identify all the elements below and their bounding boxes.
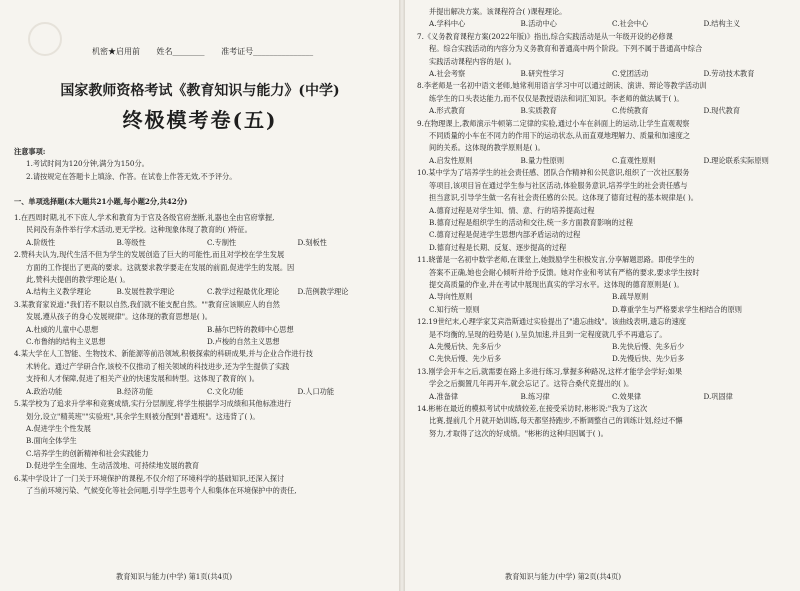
question-text: 等项目,该项目旨在通过学生参与社区活动,体验服务意识,培养学生的社会责任感与 <box>429 180 688 190</box>
option-d[interactable]: D.促进学生全面地、生动活泼地、可持续地发展的教育 <box>26 461 200 471</box>
question-text: 程。综合实践活动的内容分为义务教育和普通高中两个阶段。下列不属于普通高中综合 <box>429 44 703 54</box>
notice-item: 1.考试时间为120分钟,满分为150分。 <box>26 159 149 169</box>
option-a[interactable]: A.先慢后快、先多后少 <box>429 341 502 351</box>
options <box>14 237 388 249</box>
question-text: 10.某中学为了培养学生的社会责任感、团队合作精神和公民意识,组织了一次社区服务 <box>417 168 690 178</box>
options <box>417 391 795 403</box>
exam-subtitle: 终极模考卷(五) <box>122 108 278 132</box>
options <box>417 341 795 353</box>
question-7 <box>417 31 795 81</box>
option-c[interactable]: C.德育过程是促进学生思想内部矛盾运动的过程 <box>429 230 581 240</box>
question-text: 11.晓蕾是一名初中数学老师,在课堂上,她鼓励学生积极发言,分享解题思路。即使学生的 <box>417 255 695 265</box>
options <box>14 324 388 336</box>
option-d[interactable]: D.范例教学理论 <box>297 287 349 297</box>
question-14 <box>417 403 795 440</box>
option-a[interactable]: A.德育过程是对学生知、情、意、行的培养提高过程 <box>429 205 595 215</box>
option-b[interactable]: B.实质教育 <box>520 106 557 116</box>
question-text: 9.在物理课上,教师演示牛顿第二定律的实验,通过小车在斜面上的运动,让学生直观观察 <box>417 118 690 128</box>
question-12 <box>417 316 795 366</box>
question-8 <box>417 80 795 117</box>
option-c[interactable]: C.先快后慢、先少后多 <box>429 354 502 364</box>
page-right <box>405 0 800 591</box>
option-a[interactable]: A.形式教育 <box>429 106 466 116</box>
options <box>14 386 388 398</box>
options <box>417 18 795 30</box>
question-text: 民间没有条件举行学术活动,更无学校。这种现象体现了教育的( )特征。 <box>26 225 252 235</box>
question-text: 划分,设立"精英班""实验班",其余学生则被分配到"普通班"。这违背了( )。 <box>26 411 260 421</box>
faded-logo <box>28 22 62 56</box>
option-b[interactable]: B.活动中心 <box>520 19 557 29</box>
question-9 <box>417 118 795 168</box>
option-d[interactable]: D.尊重学生与严格要求学生相结合的原则 <box>612 304 742 314</box>
option-b[interactable]: B.德育过程是组织学生的活动和交往,统一多方面教育影响的过程 <box>429 217 633 227</box>
option-d[interactable]: D.劳动技术教育 <box>703 69 755 79</box>
option-d[interactable]: D.结构主义 <box>703 19 741 29</box>
options <box>417 304 795 316</box>
question-2 <box>14 249 388 299</box>
question-text: 3.某教育家说道:"我们若不限以自然,我们就不能支配自然。""教育应该顺应人的自然 <box>14 299 280 309</box>
confidential-label: 机密★启用前 <box>92 47 140 56</box>
option-a[interactable]: A.导向性原则 <box>429 292 473 302</box>
question-3 <box>14 299 388 349</box>
question-text: 并提出解决方案。该课程符合( )课程理论。 <box>429 7 567 16</box>
question-text: 支持和人才保障,促进了相关产业的快速发展和转型。这体现了教育的( )。 <box>26 374 259 384</box>
option-c[interactable]: C.党团活动 <box>612 69 649 79</box>
question-text: 了当前环境污染、气候变化等社会问题,引导学生思考个人和集体在环境保护中的责任, <box>26 485 297 495</box>
question-6 <box>14 473 388 498</box>
exam-title: 国家教师资格考试《教育知识与能力》(中学) <box>60 83 340 99</box>
option-a[interactable]: A.政治功能 <box>26 386 63 396</box>
option-b[interactable]: B.先快后慢、先多后少 <box>612 341 685 351</box>
questions-right <box>417 6 795 440</box>
options <box>417 155 795 167</box>
option-c[interactable]: C.布鲁纳的结构主义思想 <box>26 337 106 347</box>
option-d[interactable]: D.人口功能 <box>297 386 335 396</box>
option-a[interactable]: A.促进学生个性发展 <box>26 423 91 433</box>
option-d[interactable]: D.现代教育 <box>703 106 741 116</box>
header-line <box>92 46 327 57</box>
options <box>417 353 795 365</box>
question-text: 8.李老师是一名初中语文老师,她常利用语言学习中可以通过朗读、演讲、辩论等教学活动训 <box>417 81 707 91</box>
option-d[interactable]: D.德育过程是长期、反复、逐步提高的过程 <box>429 242 567 252</box>
option-b[interactable]: B.赫尔巴特的教师中心思想 <box>207 324 294 334</box>
question-text: 4.某大学在人工智能、生物技术、新能源等前沿领域,积极探索的科研成果,并与企业合作进行技 <box>14 349 313 359</box>
options <box>14 286 388 298</box>
option-d[interactable]: D.卢梭的自然主义思想 <box>207 337 280 347</box>
page-footer: 教育知识与能力(中学) 第2页(共4页) <box>505 572 622 581</box>
question-text: 5.某学校为了追求升学率和竞赛成绩,实行分层制度,将学生根据学习成绩和其他标准进行 <box>14 399 292 409</box>
option-b[interactable]: B.量力性原则 <box>520 155 565 165</box>
question-11 <box>417 254 795 316</box>
question-text: 担当意识,引导学生做一名有社会责任感的公民。这体现了德育过程的基本规律是( )。 <box>429 193 698 203</box>
section-heading: 一、单项选择题(本大题共21小题,每小题2分,共42分) <box>14 197 188 206</box>
question-13 <box>417 366 795 403</box>
question-6-cont <box>417 6 795 31</box>
notice <box>14 146 388 183</box>
name-field: 姓名________ <box>156 47 205 56</box>
question-text: 此,赞科夫提倡的教学理论是( )。 <box>26 275 130 285</box>
option-a[interactable]: A.启发性原则 <box>429 155 473 165</box>
options <box>14 336 388 348</box>
ticket-field: 准考证号_______________ <box>221 47 314 56</box>
option-b[interactable]: B.疏导原则 <box>612 292 649 302</box>
option-b[interactable]: B.研究性学习 <box>520 69 565 79</box>
option-a[interactable]: A.杜威的儿童中心思想 <box>26 324 99 334</box>
question-text: 是不均衡的,呈现的趋势是( ),呈负加速,并且到一定程度就几乎不再遗忘了。 <box>429 329 667 339</box>
question-text: 14.彬彬在最近的模拟考试中成绩较差,在接受采访时,彬彬说:"我为了这次 <box>417 404 648 413</box>
option-c[interactable]: C.专制性 <box>207 237 237 247</box>
question-text: 努力,才取得了这次的好成绩。"彬彬的这种归因属于( )。 <box>429 428 608 438</box>
option-c[interactable]: C.社会中心 <box>612 19 649 29</box>
option-a[interactable]: A.结构主义教学理论 <box>26 287 91 297</box>
question-text: 2.赞科夫认为,现代生活不但为学生的发展创造了巨大的可能性,而且对学校在学生发展 <box>14 250 285 260</box>
question-text: 发展,遵从孩子的身心发展规律"。这体现的教育思想是( )。 <box>26 312 212 322</box>
option-c[interactable]: C.教学过程最优化理论 <box>207 287 280 297</box>
question-text: 答案不正确,她也会耐心倾听并给予反馈。她对作业和考试有严格的要求,要求学生按时 <box>429 267 700 277</box>
questions-left <box>14 212 388 497</box>
question-text: 12.19世纪末,心理学家艾宾浩斯通过实验提出了"遗忘曲线"。该曲线表明,遗忘的速度 <box>417 317 686 327</box>
question-10 <box>417 167 795 254</box>
option-b[interactable]: B.经济功能 <box>116 386 153 396</box>
question-text: 实践活动课程内容的是( )。 <box>429 56 516 66</box>
question-text: 比赛,提前几个月就开始训练,每天都坚持跑步,不断调整自己的训练计划,经过不懈 <box>429 416 683 426</box>
option-a[interactable]: A.准备律 <box>429 391 459 401</box>
option-a[interactable]: A.社会考察 <box>429 69 466 79</box>
option-b[interactable]: B.发展性教学理论 <box>116 287 175 297</box>
options <box>417 68 795 80</box>
option-c[interactable]: C.培养学生的创新精神和社会实践能力 <box>26 448 149 458</box>
option-b[interactable]: B.练习律 <box>520 391 550 401</box>
notice-heading: 注意事项: <box>14 147 46 156</box>
question-text: 不同质量的小车在不同力的作用下的运动状态,从而直观地理解力、质量和加速度之 <box>429 131 691 141</box>
option-c[interactable]: C.知行统一原则 <box>429 304 480 314</box>
question-1 <box>14 212 388 249</box>
question-text: 6.某中学设计了一门关于环境保护的课程,不仅介绍了环境科学的基础知识,还深入探讨 <box>14 473 285 483</box>
question-text: 7.《义务教育课程方案(2022年版)》指出,综合实践活动是从一年级开设的必修课 <box>417 31 673 41</box>
question-text: 13.刚学会开车之后,就需要在路上多进行练习,掌握多种路况,这样才能学会学好;如果 <box>417 366 683 376</box>
option-c[interactable]: C.效果律 <box>612 391 642 401</box>
option-c[interactable]: C.传统教育 <box>612 106 649 116</box>
option-d[interactable]: D.巩固律 <box>703 391 733 401</box>
option-a[interactable]: A.学科中心 <box>429 19 466 29</box>
option-c[interactable]: C.直观性原则 <box>612 155 656 165</box>
question-text: 学会之后搁置几年再开车,就会忘记了。这符合桑代克提出的( )。 <box>429 379 634 389</box>
question-5 <box>14 398 388 472</box>
option-b[interactable]: B.等级性 <box>116 237 146 247</box>
options <box>417 105 795 117</box>
question-text: 提交高质量的作业,并在考试中展现出真实的学习水平。这体现的德育原则是( )。 <box>429 279 684 289</box>
question-text: 间的关系。这体现的教学原则是( )。 <box>429 143 545 153</box>
question-text: 方面的工作提出了更高的要求。这就要求教学要走在发展的前面,促进学生的发展。因 <box>26 262 295 272</box>
options <box>417 291 795 303</box>
option-d[interactable]: D.刻板性 <box>297 237 327 247</box>
question-text: 1.在西周时期,礼不下庶人,学术和教育为于官及各级官府垄断,礼器也全由官府掌握, <box>14 213 275 222</box>
option-d[interactable]: D.理论联系实际原则 <box>703 155 769 165</box>
option-c[interactable]: C.文化功能 <box>207 386 244 396</box>
option-d[interactable]: D.先慢后快、先少后多 <box>612 354 685 364</box>
option-a[interactable]: A.阶级性 <box>26 237 56 247</box>
question-text: 术转化。通过产学研合作,该校不仅推动了相关领域的科技进步,还为学生提供了实践 <box>26 361 290 371</box>
notice-item: 2.请按规定在答题卡上填涂、作答。在试卷上作答无效,不予评分。 <box>26 171 237 181</box>
question-4 <box>14 348 388 398</box>
page-footer: 教育知识与能力(中学) 第1页(共4页) <box>116 572 233 581</box>
option-b[interactable]: B.面向全体学生 <box>26 436 77 446</box>
question-text: 练学生的口头表达能力,而不仅仅是教授语法和词汇知识。李老师的做法属于( )。 <box>429 93 684 103</box>
